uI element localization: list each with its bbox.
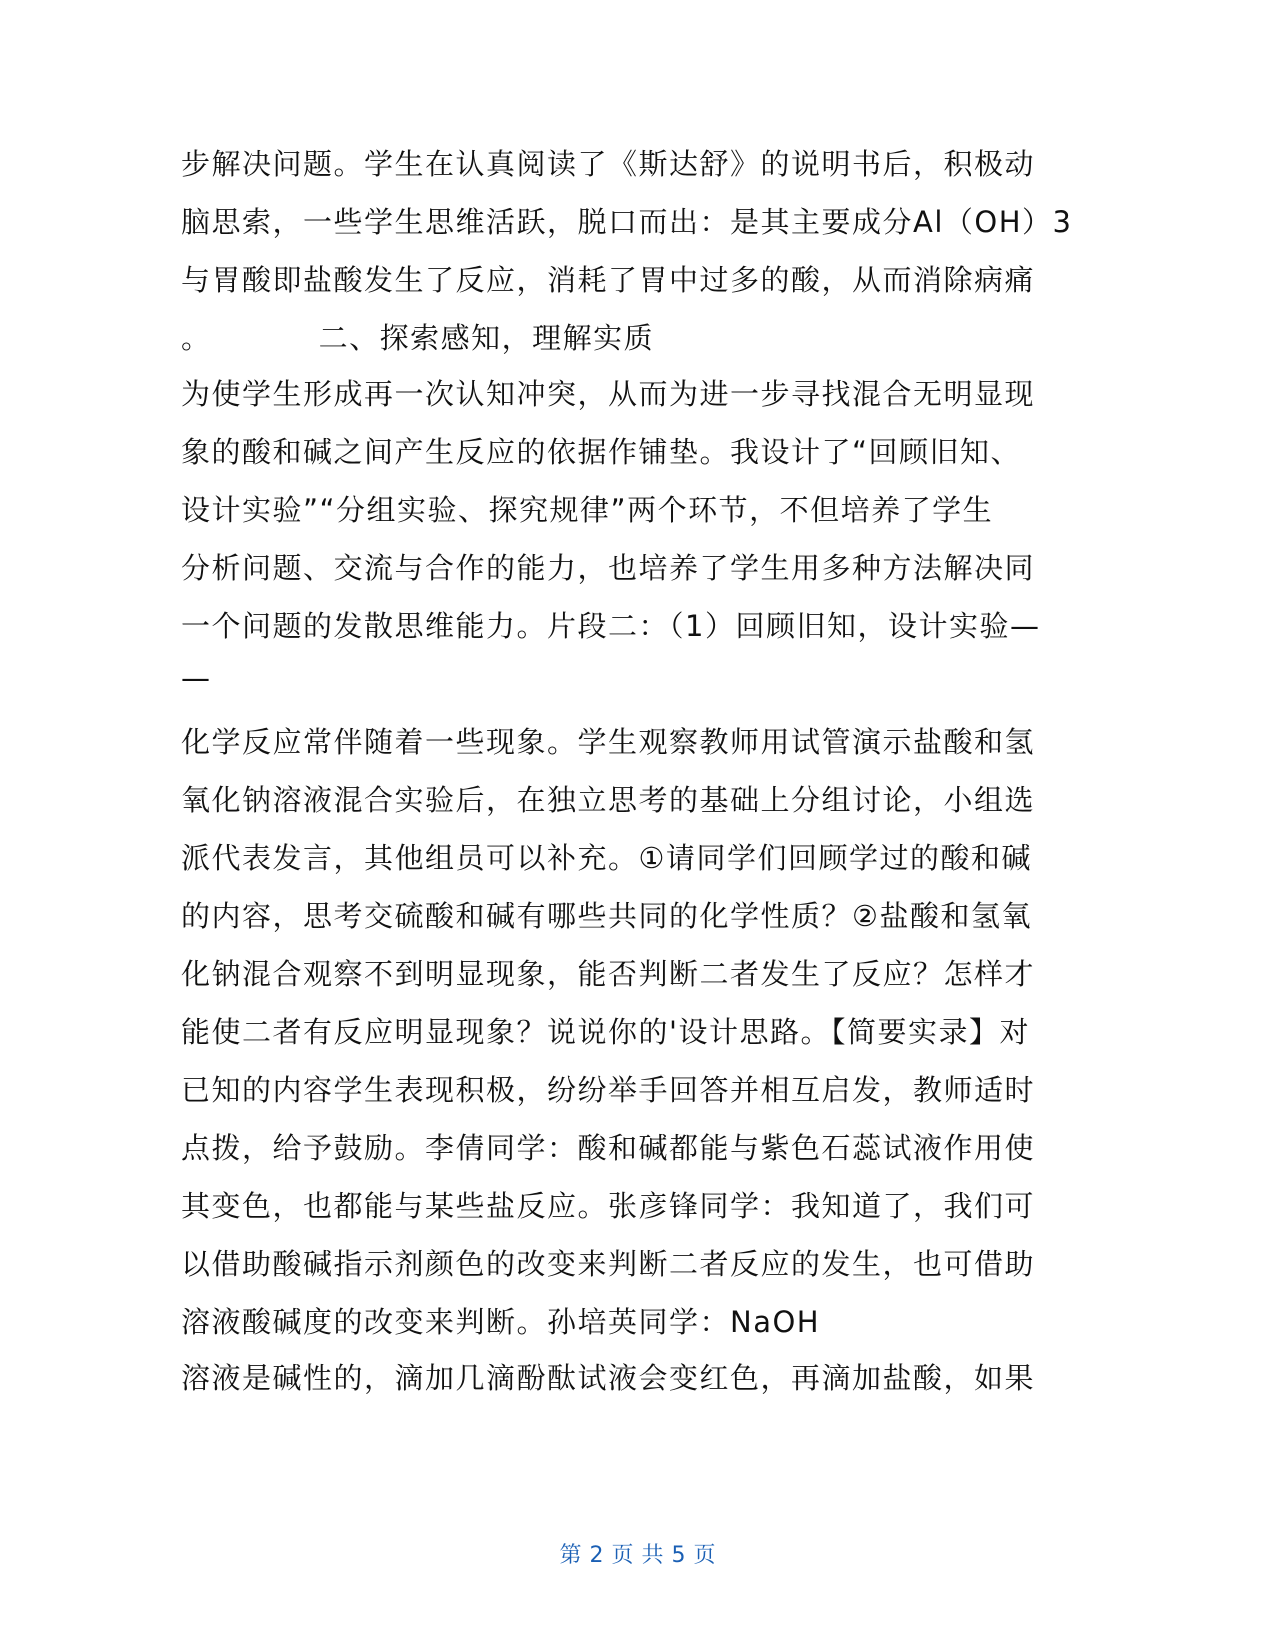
text-line: 以借助酸碱指示剂颜色的改变来判断二者反应的发生，也可借助	[181, 1247, 1036, 1281]
text-line: 象的酸和碱之间产生反应的依据作铺垫。我设计了“回顾旧知、	[181, 435, 1022, 469]
text-line: 步解决问题。学生在认真阅读了《斯达舒》的说明书后，积极动	[181, 147, 1036, 181]
section-heading-line: 。 二、探索感知，理解实质	[181, 321, 655, 355]
text-line: 化钠混合观察不到明显现象，能否判断二者发生了反应？怎样才	[181, 957, 1036, 991]
text-line: 为使学生形成再一次认知冲突，从而为进一步寻找混合无明显现	[181, 377, 1036, 411]
text-line: 氧化钠溶液混合实验后，在独立思考的基础上分组讨论，小组选	[181, 783, 1036, 817]
footer-prefix: 第	[559, 1543, 582, 1568]
text-line: 能使二者有反应明显现象？说说你的'设计思路。【简要实录】对	[181, 1015, 1030, 1049]
text-line: 的内容，思考交硫酸和碱有哪些共同的化学性质？②盐酸和氢氧	[181, 899, 1032, 933]
current-page-number: 2	[589, 1543, 604, 1568]
text-line: 溶液是碱性的，滴加几滴酚酞试液会变红色，再滴加盐酸，如果	[181, 1361, 1036, 1395]
text-line: 化学反应常伴随着一些现象。学生观察教师用试管演示盐酸和氢	[181, 725, 1036, 759]
text-line: 分析问题、交流与合作的能力，也培养了学生用多种方法解决同	[181, 551, 1036, 585]
text-line: 与胃酸即盐酸发生了反应，消耗了胃中过多的酸，从而消除病痛	[181, 263, 1036, 297]
text-line: 一个问题的发散思维能力。片段二：（1）回顾旧知，设计实验—	[181, 609, 1041, 643]
footer-suffix: 页	[693, 1543, 716, 1568]
text-line: 脑思索，一些学生思维活跃，脱口而出：是其主要成分Al（OH）3	[181, 205, 1073, 239]
total-page-number: 5	[671, 1543, 686, 1568]
text-line: —	[181, 661, 212, 695]
text-line: 溶液酸碱度的改变来判断。孙培英同学：NaOH	[181, 1305, 821, 1339]
text-line: 派代表发言，其他组员可以补充。①请同学们回顾学过的酸和碱	[181, 841, 1032, 875]
text-line: 设计实验”“分组实验、探究规律”两个环节，不但培养了学生	[181, 493, 994, 527]
page-number-footer	[0, 1545, 1275, 1567]
text-line: 已知的内容学生表现积极，纷纷举手回答并相互启发，教师适时	[181, 1073, 1036, 1107]
text-line: 其变色，也都能与某些盐反应。张彦锋同学：我知道了，我们可	[181, 1189, 1036, 1223]
footer-page-word: 页	[611, 1543, 634, 1568]
text-line: 点拨，给予鼓励。李倩同学：酸和碱都能与紫色石蕊试液作用使	[181, 1131, 1036, 1165]
footer-total-word: 共	[641, 1543, 664, 1568]
